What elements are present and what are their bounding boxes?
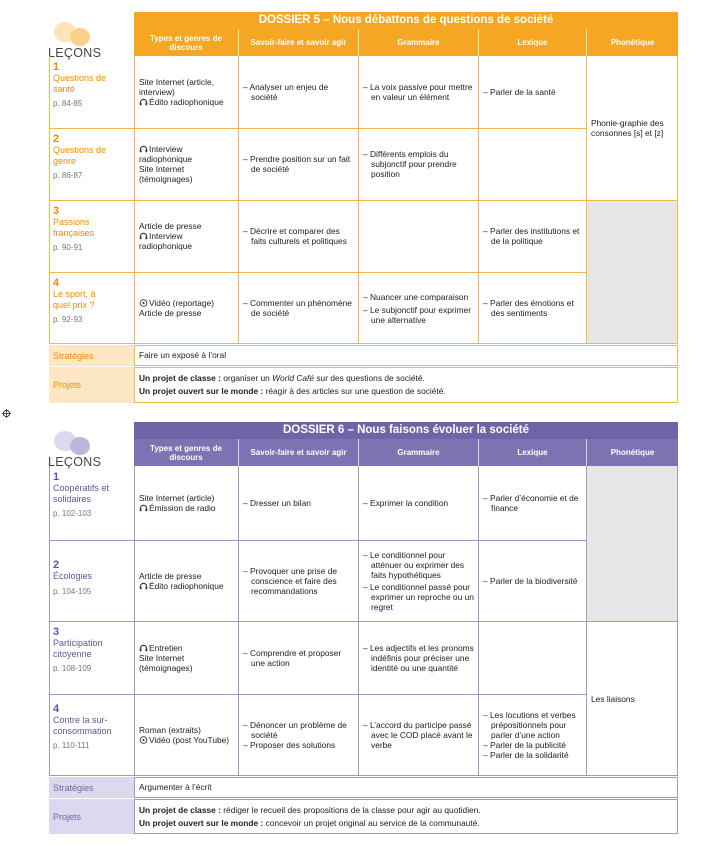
dossier-5-title: DOSSIER 5 – Nous débattons de questions de société bbox=[134, 12, 678, 29]
type-item: Site Internet (article, interview) bbox=[139, 77, 214, 97]
projet-label: Un projet de classe : bbox=[139, 373, 221, 383]
d5-phonetic-empty bbox=[586, 200, 677, 343]
header-types: Types et genres de discours bbox=[134, 439, 238, 466]
headphones-icon bbox=[139, 232, 148, 240]
d6-l1-lexique bbox=[479, 466, 586, 540]
d6-l2-savoir bbox=[239, 540, 358, 621]
lesson-title: Passions françaises bbox=[53, 217, 95, 238]
grammaire-item: – Le subjonctif pour exprimer une alternative bbox=[363, 304, 471, 325]
type-item: Site Internet (article) bbox=[139, 493, 215, 503]
d6-strategies-label: Stratégies bbox=[49, 777, 134, 798]
type-item: Édito radiophonique bbox=[149, 97, 224, 107]
headphones-icon bbox=[139, 145, 148, 153]
projet-text-emphasis: World Café bbox=[272, 373, 315, 383]
lesson-pages: p. 86-87 bbox=[53, 171, 83, 180]
d6-l2-lexique bbox=[479, 540, 586, 621]
lesson-pages: p. 92-93 bbox=[53, 315, 83, 324]
d6-phonetique bbox=[587, 621, 677, 776]
savoir-item: – Comprendre et proposer une action bbox=[243, 647, 342, 668]
lecons-label: LEÇONS bbox=[48, 46, 102, 60]
grammaire-item: – La voix passive pour mettre en valeur un élément bbox=[363, 82, 473, 102]
header-savoir: Savoir-faire et savoir agir bbox=[238, 29, 358, 56]
savoir-item: – Commenter un phénomène de société bbox=[243, 298, 352, 318]
d5-l2-types bbox=[135, 128, 238, 200]
d6-projets-label: Projets bbox=[49, 799, 134, 834]
header-grammaire: Grammaire bbox=[358, 439, 478, 466]
grammaire-item: – Le conditionnel passé pour exprimer un reproche ou un regret bbox=[363, 581, 474, 612]
lesson-title: Questions de santé bbox=[53, 73, 107, 94]
d6-l4-savoir bbox=[239, 694, 358, 776]
d5-lesson-1 bbox=[49, 56, 134, 128]
lexique-item: – Parler des émotions et des sentiments bbox=[483, 298, 574, 318]
dossier-5-table bbox=[49, 12, 678, 404]
lesson-title: Participation citoyenne bbox=[53, 638, 103, 659]
d5-l4-savoir bbox=[239, 272, 358, 344]
phonetique-text: Phonie-graphie des consonnes [s] et [z] bbox=[591, 118, 664, 138]
projet-text: organiser un bbox=[220, 373, 273, 383]
d6-l2-grammaire bbox=[359, 540, 478, 621]
type-item: Entretien bbox=[149, 642, 183, 653]
header-savoir: Savoir-faire et savoir agir bbox=[238, 439, 358, 466]
lesson-number: 4 bbox=[53, 277, 60, 289]
d5-l4-lexique bbox=[479, 272, 586, 344]
headphones-icon bbox=[139, 98, 148, 106]
lexique-item: – Parler de la santé bbox=[483, 87, 556, 97]
lesson-title: Questions de genre bbox=[53, 145, 107, 166]
headphones-icon bbox=[139, 582, 148, 590]
lesson-title: Coopératifs et solidaires bbox=[53, 483, 110, 504]
d5-l3-lexique bbox=[479, 200, 586, 272]
d5-l1-lexique bbox=[479, 56, 586, 128]
type-item: Site Internet (témoignages) bbox=[139, 652, 193, 673]
d5-lesson-2 bbox=[49, 128, 134, 200]
d6-l1-savoir bbox=[239, 466, 358, 540]
savoir-item: – Provoquer une prise de conscience et faire des recommandations bbox=[243, 565, 338, 596]
lesson-title: Le sport, à quel prix ? bbox=[53, 289, 96, 310]
d6-lesson-1 bbox=[49, 466, 134, 540]
registration-mark-icon bbox=[2, 409, 11, 418]
lesson-number: 3 bbox=[53, 205, 60, 217]
d5-l3-savoir bbox=[239, 200, 358, 272]
d6-l3-savoir bbox=[239, 621, 358, 694]
projet-label: Un projet ouvert sur le monde : bbox=[139, 817, 264, 828]
dossier-6-title: DOSSIER 6 – Nous faisons évoluer la société bbox=[134, 422, 678, 439]
projet-text: rédiger le recueil des propositions de la classe pour agir au quotidien. bbox=[220, 804, 481, 815]
d6-phonetic-empty bbox=[586, 466, 677, 621]
type-item: Interview radiophonique bbox=[139, 231, 193, 251]
projet-label: Un projet de classe : bbox=[139, 804, 221, 815]
lesson-title: Écologies bbox=[53, 571, 93, 581]
lesson-pages: p. 104-105 bbox=[53, 586, 92, 596]
type-item: Article de presse bbox=[139, 308, 202, 318]
d6-lesson-4 bbox=[49, 694, 134, 776]
headphones-icon bbox=[139, 644, 148, 652]
d5-l1-savoir bbox=[239, 56, 358, 128]
d5-l1-types bbox=[135, 56, 238, 128]
d5-phonetique bbox=[587, 56, 677, 200]
lexique-item: – Parler de la biodiversité bbox=[483, 575, 578, 586]
savoir-item: – Prendre position sur un fait de société bbox=[243, 154, 351, 174]
type-item: Édito radiophonique bbox=[149, 580, 224, 591]
d5-l2-grammaire bbox=[359, 128, 478, 200]
projet-text: sur des questions de société. bbox=[314, 373, 425, 383]
lesson-pages: p. 102-103 bbox=[53, 509, 92, 518]
d6-l4-types bbox=[135, 694, 238, 776]
d6-l1-types bbox=[135, 466, 238, 540]
lesson-pages: p. 84-85 bbox=[53, 99, 83, 108]
type-item: Article de presse bbox=[139, 221, 202, 231]
header-lexique: Lexique bbox=[478, 29, 586, 56]
lexique-item: – Parler de la solidarité bbox=[483, 750, 569, 760]
d6-lesson-3 bbox=[49, 621, 134, 694]
lexique-item: – Parler de la publicité bbox=[483, 740, 566, 750]
lesson-number: 1 bbox=[53, 61, 60, 73]
header-lexique: Lexique bbox=[478, 439, 586, 466]
savoir-item: – Décrire et comparer des faits culturels et politiques bbox=[243, 226, 347, 246]
lesson-title: Contre la sur-consommation bbox=[53, 715, 112, 736]
projet-label: Un projet ouvert sur le monde : bbox=[139, 386, 264, 396]
d6-l3-grammaire bbox=[359, 621, 478, 694]
phonetique-text: Les liaisons bbox=[591, 693, 635, 704]
lecons-label: LEÇONS bbox=[48, 455, 102, 469]
d5-l1-grammaire bbox=[359, 56, 478, 128]
d6-l4-lexique bbox=[479, 694, 586, 776]
type-item: Émission de radio bbox=[149, 503, 216, 513]
grammaire-item: – Les adjectifs et les pronoms indéfinis pour préciser une identité ou une quantité bbox=[363, 642, 474, 673]
lesson-number: 3 bbox=[53, 626, 60, 638]
play-video-icon bbox=[139, 299, 148, 307]
d6-l4-grammaire bbox=[359, 694, 478, 776]
type-item: Article de presse bbox=[139, 570, 202, 581]
savoir-item: – Dénoncer un problème de société bbox=[243, 720, 347, 740]
projet-text: réagir à des articles sur une question de société. bbox=[263, 386, 446, 396]
savoir-item: – Analyser un enjeu de société bbox=[243, 82, 329, 102]
type-item: Roman (extraits) bbox=[139, 725, 201, 735]
type-item: Interview radiophonique bbox=[139, 144, 193, 164]
grammaire-item: – L’accord du participe passé avec le COD placé avant le verbe bbox=[363, 720, 473, 750]
d6-l3-types bbox=[135, 621, 238, 694]
savoir-item: – Dresser un bilan bbox=[243, 498, 311, 508]
grammaire-item: – Nuancer une comparaison bbox=[363, 291, 469, 302]
d5-strategies-text: Faire un exposé à l’oral bbox=[134, 345, 678, 366]
header-grammaire: Grammaire bbox=[358, 29, 478, 56]
d5-l4-types bbox=[135, 272, 238, 344]
d6-lesson-2 bbox=[49, 540, 134, 621]
lexique-item: – Les locutions et verbes prépositionnels pour parler d’une action bbox=[483, 710, 576, 740]
lesson-pages: p. 108-109 bbox=[53, 664, 92, 673]
type-item: Site Internet (témoignages) bbox=[139, 164, 193, 184]
d5-lesson-4 bbox=[49, 272, 134, 344]
grammaire-item: – Le conditionnel pour atténuer ou exprimer des faits hypothétiques bbox=[363, 549, 465, 580]
lesson-pages: p. 110-111 bbox=[53, 741, 90, 750]
lexique-item: – Parler d’économie et de finance bbox=[483, 493, 579, 513]
play-video-icon bbox=[139, 736, 148, 744]
lesson-number: 1 bbox=[53, 471, 60, 483]
d5-projets-text bbox=[134, 367, 678, 403]
type-item: Vidéo (post YouTube) bbox=[149, 735, 230, 745]
grammaire-item: – Différents emplois du subjonctif pour prendre position bbox=[363, 149, 457, 179]
projet-text: concevoir un projet original au service de la communauté. bbox=[263, 817, 480, 828]
d5-l3-types bbox=[135, 200, 238, 272]
header-phonetique: Phonétique bbox=[586, 29, 678, 56]
lesson-number: 2 bbox=[53, 133, 60, 145]
d6-l1-grammaire bbox=[359, 466, 478, 540]
lesson-number: 4 bbox=[53, 703, 60, 715]
grammaire-item: – Exprimer la condition bbox=[363, 498, 449, 508]
d6-l2-types bbox=[135, 540, 238, 621]
d5-lesson-3 bbox=[49, 200, 134, 272]
d6-strategies-text: Argumenter à l’écrit bbox=[134, 777, 678, 798]
savoir-item: – Proposer des solutions bbox=[243, 740, 336, 750]
d5-strategies-label: Stratégies bbox=[49, 345, 134, 366]
d5-projets-label: Projets bbox=[49, 367, 134, 403]
lesson-pages: p. 90-91 bbox=[53, 243, 83, 252]
dossier-6-table bbox=[49, 422, 678, 834]
header-phonetique: Phonétique bbox=[586, 439, 678, 466]
d6-projets-text bbox=[134, 799, 678, 834]
lexique-item: – Parler des institutions et de la politique bbox=[483, 226, 580, 246]
headphones-icon bbox=[139, 504, 148, 512]
d5-l4-grammaire bbox=[359, 272, 478, 344]
lesson-number: 2 bbox=[53, 559, 60, 571]
header-types: Types et genres de discours bbox=[134, 29, 238, 56]
d5-l2-savoir bbox=[239, 128, 358, 200]
type-item: Vidéo (reportage) bbox=[149, 298, 215, 308]
